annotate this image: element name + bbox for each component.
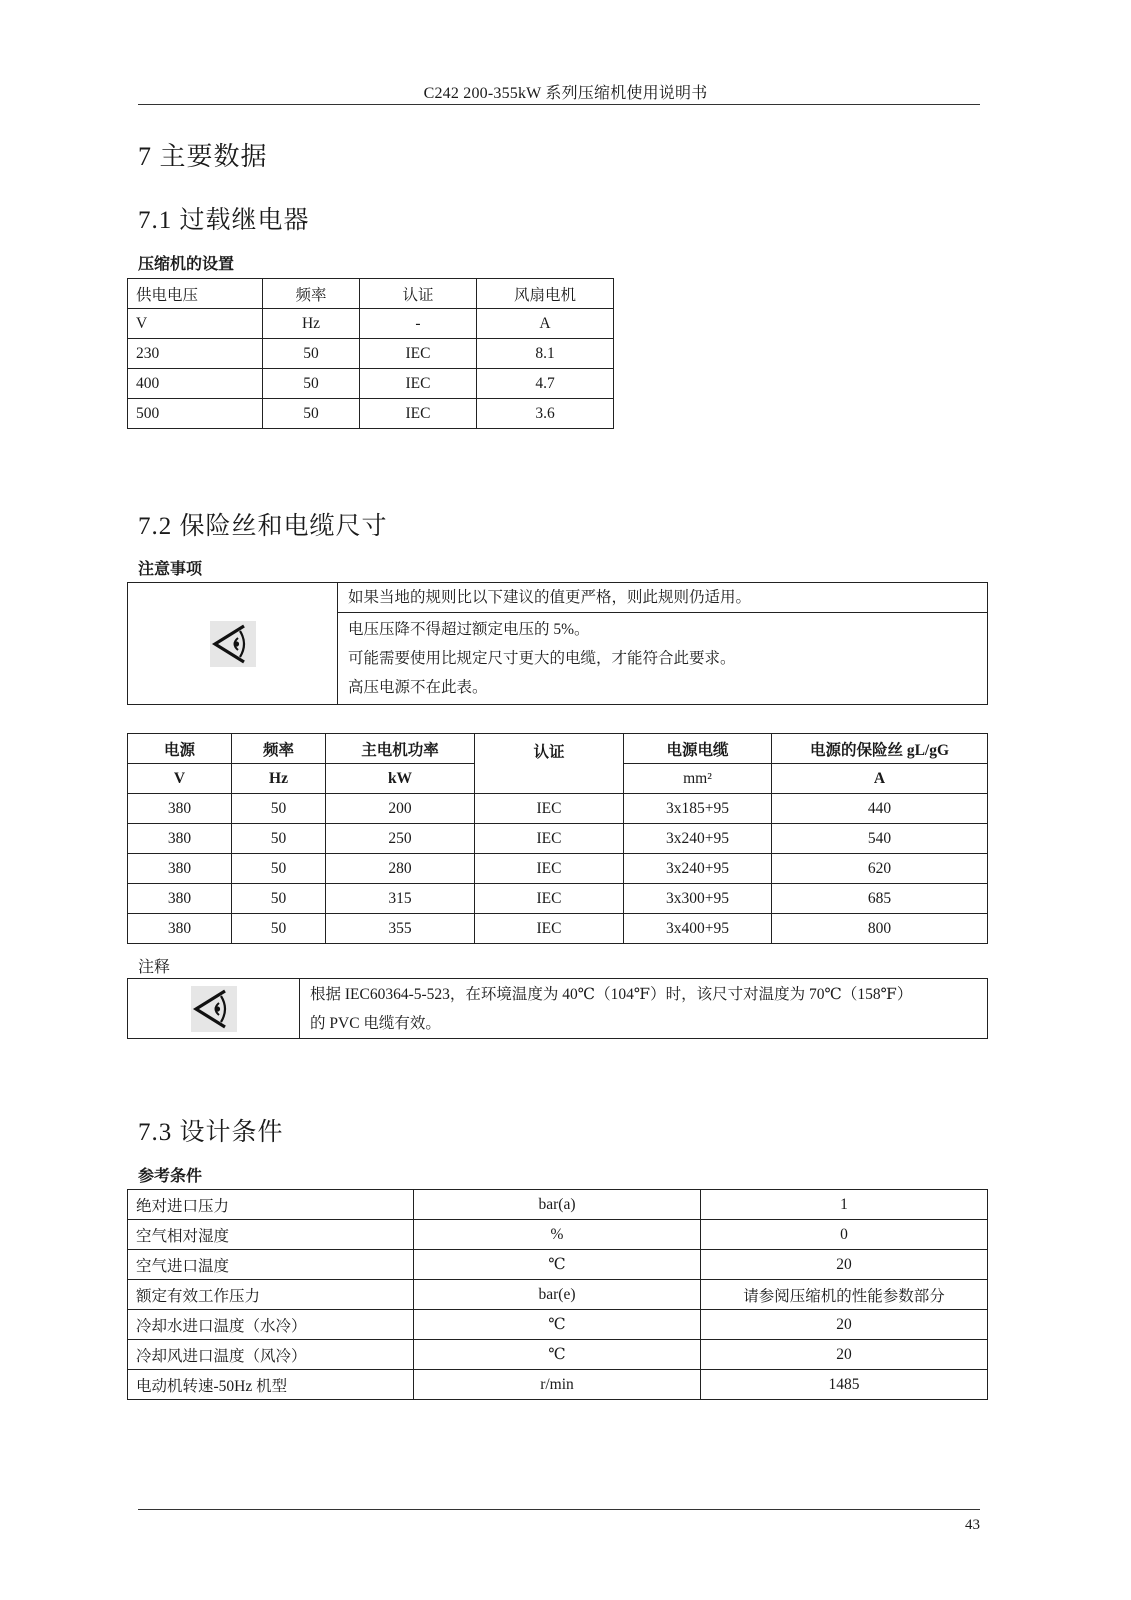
note-box — [127, 978, 988, 1039]
table-row — [128, 1370, 988, 1400]
table-row — [128, 1310, 988, 1340]
table-cell: 380 — [128, 794, 232, 824]
table-cell: ℃ — [414, 1310, 701, 1340]
header-cell: 频率 — [263, 279, 360, 309]
table-row — [128, 399, 614, 429]
notice-caption: 注意事项 — [138, 561, 203, 578]
section-7-2-title: 7.2 保险丝和电缆尺寸 — [138, 513, 388, 540]
unit-cell: A — [772, 764, 988, 794]
table-cell: 冷却风进口温度（风冷） — [128, 1340, 414, 1370]
table-row — [128, 1250, 988, 1280]
table-cell: 50 — [232, 884, 326, 914]
unit-cell: Hz — [263, 309, 360, 339]
overload-relay-table — [127, 278, 614, 429]
table-cell: 50 — [263, 369, 360, 399]
table-cell: 540 — [772, 824, 988, 854]
table-cell: 0 — [701, 1220, 988, 1250]
eye-warning-icon — [191, 986, 237, 1032]
table-cell: 800 — [772, 914, 988, 944]
notice-icon-cell — [128, 583, 338, 705]
table-cell: IEC — [475, 824, 624, 854]
notice-text: 电压压降不得超过额定电压的 5%。 — [348, 621, 590, 638]
reference-conditions-caption: 参考条件 — [138, 1168, 203, 1185]
table-cell: 620 — [772, 854, 988, 884]
table-cell: 380 — [128, 884, 232, 914]
table-cell: 440 — [772, 794, 988, 824]
table-cell: 380 — [128, 914, 232, 944]
table-cell: IEC — [475, 914, 624, 944]
table-cell: 8.1 — [477, 339, 614, 369]
table-cell: 4.7 — [477, 369, 614, 399]
table-cell: IEC — [360, 339, 477, 369]
table-header-row — [128, 734, 988, 764]
table-row — [128, 369, 614, 399]
table-cell: 50 — [263, 339, 360, 369]
unit-cell: Hz — [232, 764, 326, 794]
table-unit-row — [128, 309, 614, 339]
note-caption: 注释 — [138, 959, 171, 976]
header-cell: 供电电压 — [128, 279, 263, 309]
table-cell: 500 — [128, 399, 263, 429]
table-row — [128, 1340, 988, 1370]
header-cell: 电源 — [128, 734, 232, 764]
header-cell: 认证 — [360, 279, 477, 309]
header-cell: 认证 — [475, 734, 624, 794]
table-cell: 50 — [263, 399, 360, 429]
table-row — [128, 1220, 988, 1250]
table-row — [128, 339, 614, 369]
table-cell: 电动机转速-50Hz 机型 — [128, 1370, 414, 1400]
table-cell: IEC — [360, 399, 477, 429]
unit-cell: kW — [326, 764, 475, 794]
table-cell: 400 — [128, 369, 263, 399]
table-cell: IEC — [360, 369, 477, 399]
table-cell: 3x300+95 — [624, 884, 772, 914]
table-cell: IEC — [475, 854, 624, 884]
table-row — [128, 794, 988, 824]
section-7-3-title: 7.3 设计条件 — [138, 1119, 284, 1146]
header-cell: 频率 — [232, 734, 326, 764]
notice-box — [127, 582, 988, 705]
table-cell: 355 — [326, 914, 475, 944]
table-cell: 50 — [232, 794, 326, 824]
table-cell: ℃ — [414, 1340, 701, 1370]
header-cell: 主电机功率 — [326, 734, 475, 764]
table-cell: 380 — [128, 824, 232, 854]
design-conditions-table — [127, 1189, 988, 1400]
table-row — [128, 1280, 988, 1310]
page-number: 43 — [965, 1517, 980, 1533]
table-cell: % — [414, 1220, 701, 1250]
page-header-title: C242 200-355kW 系列压缩机使用说明书 — [423, 85, 708, 102]
table-row — [128, 884, 988, 914]
table-cell: 绝对进口压力 — [128, 1190, 414, 1220]
table-cell: 50 — [232, 854, 326, 884]
table-cell: bar(e) — [414, 1280, 701, 1310]
table-cell: ℃ — [414, 1250, 701, 1280]
table-cell: 3x240+95 — [624, 824, 772, 854]
notice-lines — [338, 613, 988, 705]
header-rule — [138, 104, 980, 105]
table-header-row — [128, 279, 614, 309]
table-cell: 冷却水进口温度（水冷） — [128, 1310, 414, 1340]
table-cell: 请参阅压缩机的性能参数部分 — [701, 1280, 988, 1310]
table-cell: IEC — [475, 884, 624, 914]
unit-cell: V — [128, 764, 232, 794]
table-row — [128, 824, 988, 854]
table-cell: 250 — [326, 824, 475, 854]
eye-warning-icon — [210, 621, 256, 667]
table-row — [128, 1190, 988, 1220]
table-cell: 额定有效工作压力 — [128, 1280, 414, 1310]
notice-text: 高压电源不在此表。 — [348, 679, 488, 696]
table-cell: 1 — [701, 1190, 988, 1220]
notice-line — [338, 583, 988, 613]
header-cell: 电源电缆 — [624, 734, 772, 764]
table-cell: 3x240+95 — [624, 854, 772, 884]
note-text: 的 PVC 电缆有效。 — [310, 1014, 441, 1032]
table-cell: 20 — [701, 1310, 988, 1340]
unit-cell: A — [477, 309, 614, 339]
unit-cell: - — [360, 309, 477, 339]
notice-text: 如果当地的规则比以下建议的值更严格，则此规则仍适用。 — [348, 589, 752, 606]
table-cell: 685 — [772, 884, 988, 914]
header-cell: 电源的保险丝 gL/gG — [772, 734, 988, 764]
fuse-cable-table — [127, 733, 988, 944]
note-icon-cell — [128, 979, 300, 1039]
header-cell: 风扇电机 — [477, 279, 614, 309]
table-cell: 20 — [701, 1250, 988, 1280]
table-cell: 230 — [128, 339, 263, 369]
table-cell: 380 — [128, 854, 232, 884]
table-cell: 280 — [326, 854, 475, 884]
section-7-title: 7 主要数据 — [138, 142, 268, 171]
table-row — [128, 914, 988, 944]
table-cell: 3.6 — [477, 399, 614, 429]
unit-cell: mm² — [624, 764, 772, 794]
overload-table-caption: 压缩机的设置 — [138, 256, 235, 273]
table-row — [128, 854, 988, 884]
footer-rule — [138, 1509, 980, 1510]
note-text: 根据 IEC60364-5-523，在环境温度为 40℃（104℉）时，该尺寸对温度为 70℃（158℉） — [310, 985, 913, 1003]
notice-text: 可能需要使用比规定尺寸更大的电缆，才能符合此要求。 — [348, 650, 736, 667]
note-text-cell — [300, 979, 988, 1039]
table-cell: 50 — [232, 824, 326, 854]
table-cell: bar(a) — [414, 1190, 701, 1220]
table-cell: 200 — [326, 794, 475, 824]
table-cell: 20 — [701, 1340, 988, 1370]
unit-cell: V — [128, 309, 263, 339]
table-cell: 315 — [326, 884, 475, 914]
table-cell: 1485 — [701, 1370, 988, 1400]
section-7-1-title: 7.1 过载继电器 — [138, 207, 310, 234]
table-cell: 3x400+95 — [624, 914, 772, 944]
table-cell: 3x185+95 — [624, 794, 772, 824]
table-cell: 50 — [232, 914, 326, 944]
table-cell: IEC — [475, 794, 624, 824]
table-cell: 空气相对湿度 — [128, 1220, 414, 1250]
table-cell: 空气进口温度 — [128, 1250, 414, 1280]
table-cell: r/min — [414, 1370, 701, 1400]
